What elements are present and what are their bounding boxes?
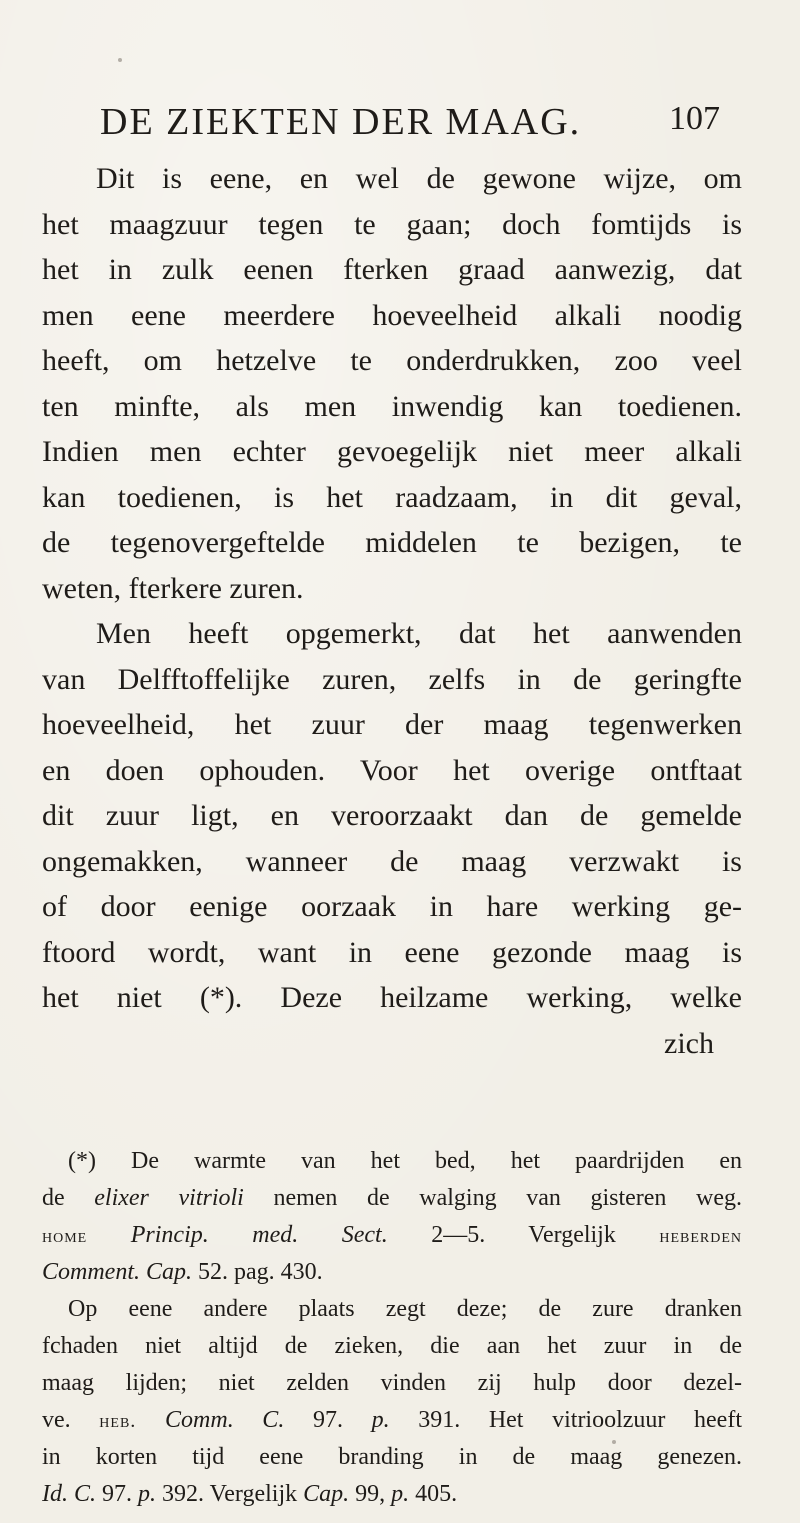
paper-speck <box>430 818 434 822</box>
footnote-line <box>42 1180 742 1217</box>
footnote-italic: elixer vitrioli <box>94 1185 244 1211</box>
text-line: hoeveelheid, het zuur der maag tegenwerken <box>42 708 742 741</box>
footnote-text: ve. <box>42 1407 71 1433</box>
footnote-text: 97. <box>102 1481 132 1507</box>
footnote-line <box>42 1402 742 1439</box>
text-line: ftoord wordt, want in eene gezonde maag is <box>42 935 742 969</box>
footnote-line: in korten tijd eene branding in de maag genezen. <box>42 1444 742 1470</box>
footnote-line: fchaden niet altijd de zieken, die aan het zuur in de <box>42 1333 742 1359</box>
footnote-italic: Comment. Cap. <box>42 1259 192 1285</box>
text-line: van Delfftoffelijke zuren, zelfs in de geringfte <box>42 662 742 696</box>
text-line: het maagzuur tegen te gaan; doch fomtijds is <box>42 207 742 241</box>
footnote-text: 392. Vergelijk <box>162 1481 298 1507</box>
text-line: heeft, om hetzelve te onderdrukken, zoo veel <box>42 344 742 377</box>
footnote-line: maag lijden; niet zelden vinden zij hulp door dezel- <box>42 1370 742 1396</box>
body-text <box>42 156 742 1066</box>
footnote-text: 97. <box>312 1407 343 1433</box>
text-line: men eene meerdere hoeveelheid alkali noodig <box>42 298 742 332</box>
text-line: weten, fterkere zuren. <box>42 571 304 605</box>
footnote-italic: Cap. <box>303 1481 350 1507</box>
text-line: Indien men echter gevoegelijk niet meer alkali <box>42 435 742 468</box>
footnote-line <box>42 1254 742 1291</box>
catchword: zich <box>664 1026 714 1060</box>
text-line: het in zulk eenen fterken graad aanwezig, dat <box>42 253 742 286</box>
footnote-line: (*) De warmte van het bed, het paardrijden en <box>68 1148 742 1174</box>
text-line: of door eenige oorzaak in hare werking ge- <box>42 890 742 923</box>
footnote <box>42 1143 742 1513</box>
footnote-text: nemen de walging van gisteren weg. <box>273 1185 742 1211</box>
footnote-italic: Id. C. <box>42 1481 96 1507</box>
footnote-italic: p. <box>138 1481 156 1507</box>
footnote-line <box>42 1476 742 1513</box>
page-header <box>100 100 720 150</box>
text-line: ongemakken, wanneer de maag verzwakt is <box>42 844 742 878</box>
footnote-text: 99, <box>355 1481 386 1507</box>
text-line: Men heeft opgemerkt, dat het aanwenden <box>96 617 742 650</box>
footnote-text: 391. Het vitrioolzuur heeft <box>418 1407 742 1433</box>
page-number: 107 <box>669 100 720 137</box>
footnote-author: heb. <box>99 1410 137 1432</box>
text-line: en doen ophouden. Voor het overige ontftaat <box>42 753 742 787</box>
footnote-italic: p. <box>371 1407 390 1433</box>
footnote-author: heberden <box>659 1225 742 1247</box>
footnote-text: 2—5. Vergelijk <box>431 1222 616 1248</box>
text-line: kan toedienen, is het raadzaam, in dit geval, <box>42 480 742 514</box>
text-line: Dit is eene, en wel de gewone wijze, om <box>96 162 742 195</box>
footnote-italic: Comm. C. <box>165 1407 285 1433</box>
text-line: de tegenovergeftelde middelen te bezigen, te <box>42 526 742 559</box>
paper-speck <box>612 1440 616 1444</box>
text-line: dit zuur ligt, en veroorzaakt dan de gemelde <box>42 799 742 832</box>
text-line: ten minfte, als men inwendig kan toedienen. <box>42 389 742 423</box>
paper-speck <box>118 58 122 62</box>
text-line: het niet (*). Deze heilzame werking, welke <box>42 981 742 1014</box>
footnote-italic: Princip. med. Sect. <box>130 1222 388 1248</box>
footnote-line <box>42 1217 742 1254</box>
footnote-italic: p. <box>391 1481 410 1507</box>
running-title: DE ZIEKTEN DER MAAG. <box>100 101 582 143</box>
footnote-author: home <box>42 1225 88 1247</box>
footnote-text: 405. <box>415 1481 458 1507</box>
footnote-line: Op eene andere plaats zegt deze; de zure dranken <box>68 1296 742 1322</box>
footnote-text: 52. pag. 430. <box>198 1259 323 1285</box>
footnote-text: de <box>42 1185 65 1211</box>
